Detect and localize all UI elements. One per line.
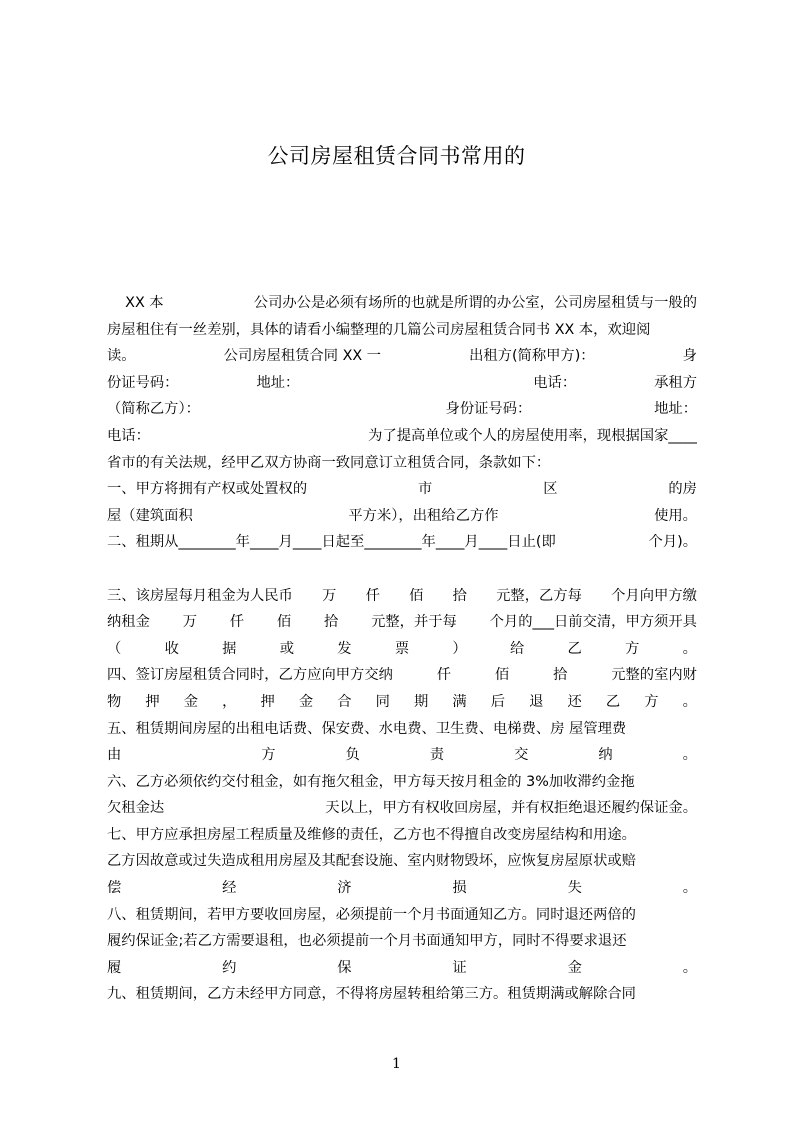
text-segment: 天以上，甲方有权收回房屋，并有权拒绝退还履约保证金。 xyxy=(325,800,697,817)
text-segment: 八、租赁期间，若甲方要收回房屋，必须提前一个月书面通知乙方。同时退还两倍的 xyxy=(107,906,636,923)
text-segment: 平方米），出租给乙方作 xyxy=(348,507,499,524)
blank-line xyxy=(107,556,697,583)
text-segment: 。 xyxy=(682,959,697,976)
text-segment: 责 xyxy=(429,747,445,764)
text-segment: 。 xyxy=(682,747,697,764)
text-segment: （ xyxy=(107,640,122,657)
text-line xyxy=(107,928,697,955)
text-segment: 交 xyxy=(514,747,529,764)
text-segment: 佰 xyxy=(276,614,292,631)
text-segment: 保 xyxy=(337,959,352,976)
text-segment: 乙 xyxy=(605,693,621,710)
text-segment: 公司办公是必须有场所的也就是所谓的办公室，公司房屋租赁与一般的 xyxy=(253,295,697,311)
text-line xyxy=(107,662,697,689)
text-segment: 损 xyxy=(452,880,467,897)
text-segment: 发 xyxy=(337,640,352,657)
text-segment: 为了提高单位或个人的房屋使用率，现根据国家____ xyxy=(368,427,697,444)
text-segment: 押 xyxy=(145,693,160,710)
text-segment: 房屋租住有一丝差别，具体的请看小编整理的几篇公司房屋租赁合同书 XX 本，欢迎阅 xyxy=(107,321,651,338)
text-segment: 电话： xyxy=(533,374,577,391)
text-segment: 金 xyxy=(567,959,582,976)
text-segment: 二、租期从________年____月____日起至________年____月____日止(即 xyxy=(107,534,556,551)
text-segment: 仟 xyxy=(365,587,380,604)
text-segment: ， xyxy=(222,693,237,710)
text-segment: 。 xyxy=(682,880,697,897)
text-segment: 六、乙方必须依约交付租金，如有拖欠租金，甲方每天按月租金的 3%加收滞约金拖 xyxy=(107,773,635,790)
text-segment: 使用。 xyxy=(654,507,697,524)
text-segment: 。 xyxy=(682,640,697,657)
text-segment: 方 xyxy=(625,640,640,657)
page-number: 1 xyxy=(392,1056,401,1072)
text-segment: 拾 xyxy=(323,614,339,631)
text-segment: 约 xyxy=(222,959,237,976)
text-segment: 济 xyxy=(337,880,352,897)
text-segment: 个月)。 xyxy=(648,534,697,551)
text-segment: 期 xyxy=(414,693,429,710)
text-segment: 承租方 xyxy=(654,374,697,391)
text-segment: 证 xyxy=(452,959,467,976)
text-segment: 市 xyxy=(418,481,433,498)
text-line xyxy=(107,848,697,875)
text-segment: 公司房屋租赁合同 XX 一 xyxy=(223,348,382,365)
text-segment: 还 xyxy=(567,693,582,710)
text-segment: 个月的___日前交清，甲方须开具 xyxy=(489,614,697,631)
text-segment: 元整，并于每 xyxy=(371,614,457,631)
text-line xyxy=(107,822,697,849)
text-segment: XX 本 xyxy=(107,295,164,311)
text-segment: 省市的有关法规，经甲乙双方协商一致同意订立租赁合同，条款如下： xyxy=(107,454,551,471)
text-segment: 出租方(简称甲方)： xyxy=(469,348,595,365)
text-segment: 地址： xyxy=(654,401,697,418)
text-segment: 后 xyxy=(490,693,506,710)
text-segment: 身 xyxy=(682,348,697,365)
text-segment: 个月向甲方缴 xyxy=(611,587,697,604)
text-segment: 一、甲方将拥有产权或处置权的 xyxy=(107,481,308,498)
text-segment: 区 xyxy=(543,481,558,498)
text-segment: 佰 xyxy=(409,587,424,604)
text-segment: 金 xyxy=(298,693,314,710)
text-line xyxy=(107,450,697,477)
text-segment: 佰 xyxy=(494,667,510,684)
text-segment: 三、该房屋每月租金为人民币 xyxy=(107,587,293,604)
text-segment: 退 xyxy=(529,693,544,710)
text-segment: 履约保证金;若乙方需要退租，也必须提前一个月书面通知甲方，同时不得要求退还 xyxy=(107,933,627,950)
text-line xyxy=(107,529,697,556)
text-segment: （简称乙方）： xyxy=(107,401,200,418)
text-line xyxy=(107,636,697,663)
text-segment: 七、甲方应承担房屋工程质量及维修的责任，乙方也不得擅自改变房屋结构和用途。 xyxy=(107,826,636,843)
text-segment: 失 xyxy=(567,880,582,897)
text-segment: 押 xyxy=(260,693,275,710)
text-segment: 方 xyxy=(644,693,659,710)
text-segment: 同 xyxy=(375,693,390,710)
text-segment: 四、签订房屋租赁合同时，乙方应向甲方交纳 xyxy=(107,667,393,684)
text-segment: 拾 xyxy=(553,667,568,684)
text-segment: 九、租赁期间，乙方未经甲方同意，不得将房屋转租给第三方。租赁期满或解除合同 xyxy=(107,986,636,1003)
text-line xyxy=(107,769,697,796)
text-segment: 屋（建筑面积 xyxy=(107,507,193,524)
text-line xyxy=(107,503,697,530)
text-segment: 票 xyxy=(394,640,410,657)
text-segment: 经 xyxy=(222,880,237,897)
text-segment: 份证号码： xyxy=(107,374,179,391)
text-segment: 合 xyxy=(337,693,352,710)
text-line xyxy=(107,689,697,716)
text-segment: 地址： xyxy=(256,374,300,391)
text-line xyxy=(107,902,697,929)
text-segment: 金 xyxy=(183,693,199,710)
text-segment: 元整，乙方每 xyxy=(496,587,582,604)
text-line xyxy=(107,609,697,636)
text-line xyxy=(107,343,697,370)
text-line xyxy=(107,742,697,769)
text-segment: 据 xyxy=(222,640,237,657)
text-segment: 。 xyxy=(682,693,697,710)
text-line xyxy=(107,955,697,982)
text-line xyxy=(107,317,697,344)
text-segment: 的房 xyxy=(668,481,697,498)
text-segment: 万 xyxy=(182,614,197,631)
text-segment: 或 xyxy=(279,640,294,657)
text-segment: 仟 xyxy=(436,667,452,684)
text-segment: ） xyxy=(452,640,467,657)
text-segment: 满 xyxy=(452,693,467,710)
text-segment: 方 xyxy=(261,747,276,764)
text-segment: 物 xyxy=(107,693,122,710)
text-line xyxy=(107,875,697,902)
text-segment: 给 xyxy=(509,640,525,657)
text-segment: 电话： xyxy=(107,427,150,444)
text-line xyxy=(107,583,697,610)
document-title: 公司房屋租赁合同书常用的 xyxy=(267,144,526,168)
text-segment: 负 xyxy=(345,747,360,764)
text-segment: 元整的室内财 xyxy=(611,667,697,684)
text-segment: 履 xyxy=(107,959,122,976)
text-segment: 万 xyxy=(322,587,337,604)
text-line xyxy=(107,423,697,450)
text-segment: 拾 xyxy=(452,587,467,604)
text-segment: 仟 xyxy=(229,614,245,631)
contract-body xyxy=(107,290,697,1008)
text-segment: 读。 xyxy=(107,348,136,365)
text-segment: 纳租金 xyxy=(107,614,150,631)
text-line xyxy=(107,716,697,743)
text-segment: 由 xyxy=(107,747,122,764)
text-line xyxy=(107,396,697,423)
text-line xyxy=(107,981,697,1008)
text-segment: 偿 xyxy=(107,880,122,897)
text-segment: 身份证号码： xyxy=(445,401,532,418)
text-line xyxy=(107,476,697,503)
text-line xyxy=(107,290,697,317)
text-line xyxy=(107,370,697,397)
text-segment: 乙 xyxy=(567,640,582,657)
text-segment: 乙方因故意或过失造成租用房屋及其配套设施、室内财物毁坏，应恢复房屋原状或赔 xyxy=(107,853,636,870)
text-segment: 纳 xyxy=(598,747,613,764)
text-segment: 欠租金达 xyxy=(107,800,165,817)
text-segment: 收 xyxy=(164,640,179,657)
text-segment: 五、租赁期间房屋的出租电话费、保安费、水电费、卫生费、电梯费、房 屋管理费 xyxy=(107,720,627,737)
text-line xyxy=(107,795,697,822)
